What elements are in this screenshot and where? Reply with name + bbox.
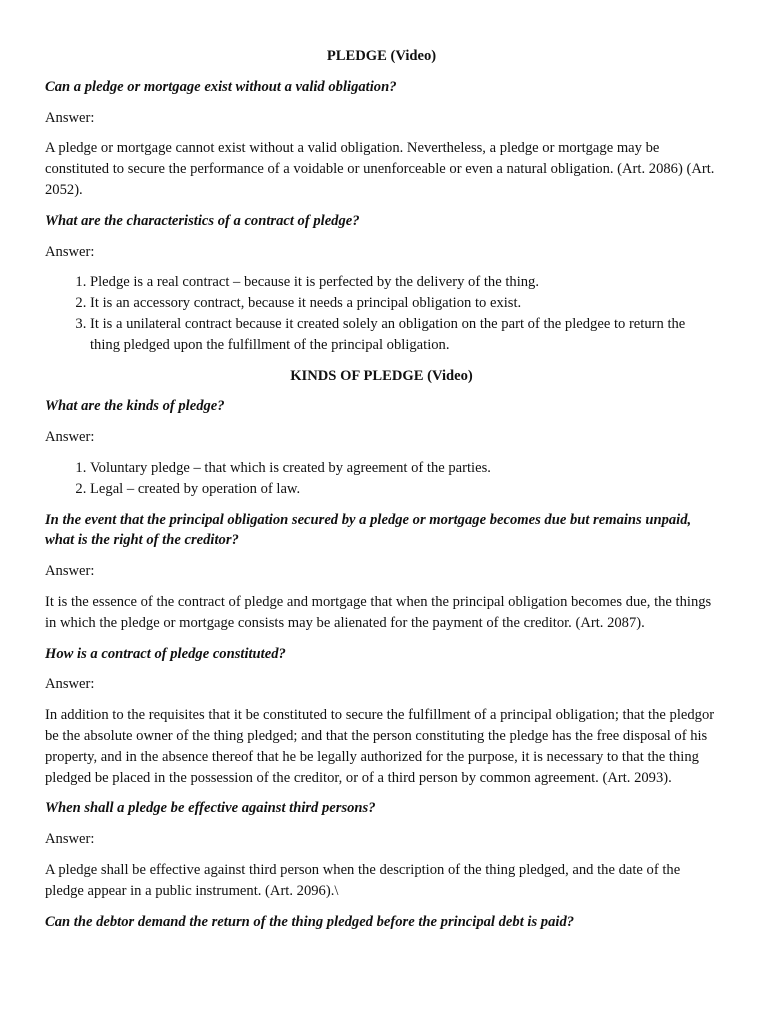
answer-label: Answer: xyxy=(45,243,95,260)
answer-label: Answer: xyxy=(45,676,95,693)
list-item: 1. Pledge is a real contract – because it is perfected by the delivery of the thing. xyxy=(90,272,718,293)
list-item: 2. Legal – created by operation of law. xyxy=(90,479,718,500)
answer-label: Answer: xyxy=(45,563,95,580)
answer-third-persons: A pledge shall be effective against third person when the description of the thing pledged, and the date of the pledge appear in a public instrument. (Art. 2096).\ xyxy=(45,861,681,899)
list-item: 2. It is an accessory contract, because it needs a principal obligation to exist. xyxy=(90,293,718,314)
question-characteristics: What are the characteristics of a contract of pledge? xyxy=(45,212,360,229)
answer-label: Answer: xyxy=(45,831,95,848)
section-heading-kinds: KINDS OF PLEDGE (Video) xyxy=(290,367,473,384)
answer-valid-obligation: A pledge or mortgage cannot exist without a valid obligation. Nevertheless, a pledge or mortgage may be constituted to secure the performance of a voidable or unenforceable or even a natural obligation. (Art. 2086) (Art. 2052). xyxy=(45,140,715,198)
answer-label: Answer: xyxy=(45,109,95,126)
answer-creditor-right: It is the essence of the contract of pledge and mortgage that when the principal obligation becomes due, the things in which the pledge or mortgage consists may be alienated for the payment of the creditor. (Art. 2087). xyxy=(45,593,712,631)
question-constituted: How is a contract of pledge constituted? xyxy=(45,645,286,662)
question-third-persons: When shall a pledge be effective against third persons? xyxy=(45,800,376,817)
characteristics-list xyxy=(45,272,718,355)
question-valid-obligation: Can a pledge or mortgage exist without a valid obligation? xyxy=(45,78,397,95)
answer-constituted: In addition to the requisites that it be constituted to secure the fulfillment of a principal obligation; that the pledgor be the absolute owner of the thing pledged; and that the person constituting the pledge has the free disposal of his property, and in the absence thereof that he be legally authorized for the purpose, it is necessary to that the thing pledged be placed in the possession of the creditor, or of a third person by common agreement. (Art. 2093). xyxy=(45,707,715,786)
list-item: 1. Voluntary pledge – that which is created by agreement of the parties. xyxy=(90,458,718,479)
question-kinds: What are the kinds of pledge? xyxy=(45,398,225,415)
section-heading-pledge: PLEDGE (Video) xyxy=(326,48,437,64)
question-creditor-right: In the event that the principal obligation secured by a pledge or mortgage becomes due but remains unpaid, what is the right of the creditor? xyxy=(45,511,692,549)
question-return-thing: Can the debtor demand the return of the thing pledged before the principal debt is paid? xyxy=(45,913,575,930)
kinds-list xyxy=(45,458,718,500)
list-item: 3. It is a unilateral contract because it created solely an obligation on the part of the pledgee to return the thing pledged upon the fulfillment of the principal obligation. xyxy=(90,314,718,356)
answer-label: Answer: xyxy=(45,429,95,446)
